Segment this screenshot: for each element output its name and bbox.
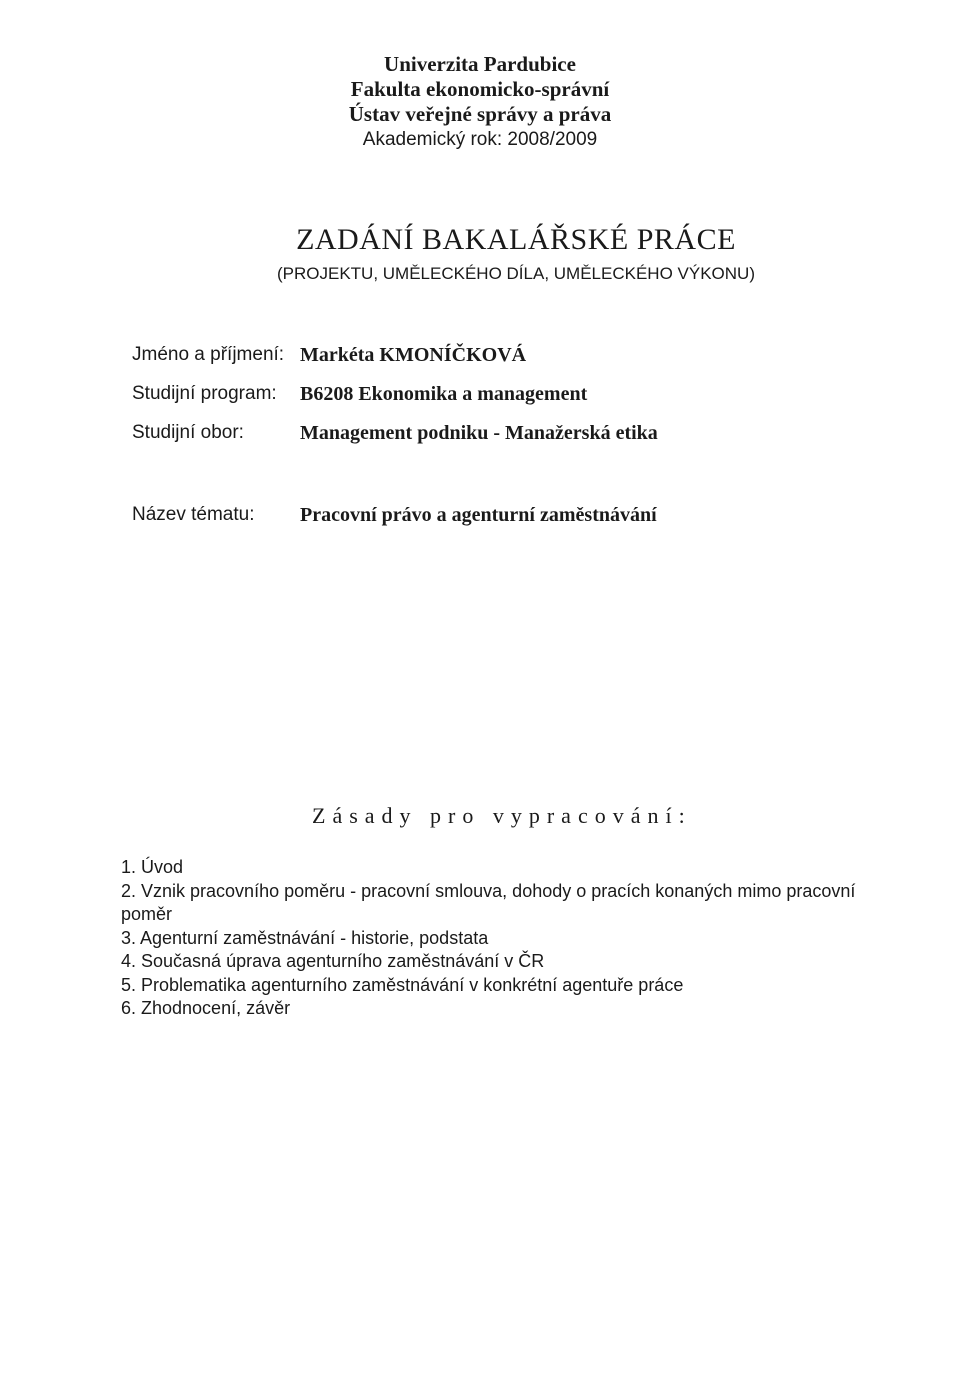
field-value: Management podniku - Manažerská etika [300, 422, 658, 444]
program-label: Studijní program: [132, 383, 277, 404]
document-subtitle: (PROJEKTU, UMĚLECKÉHO DÍLA, UMĚLECKÉHO VÝKONU) [277, 264, 755, 283]
list-item: 4. Současná úprava agenturního zaměstnávání v ČR [121, 951, 545, 971]
program-value: B6208 Ekonomika a management [300, 383, 588, 405]
title-block [0, 222, 960, 286]
principles-heading: Zásady pro vypracování: [312, 803, 692, 828]
list-item: 5. Problematika agenturního zaměstnávání v konkrétní agentuře práce [121, 974, 684, 995]
institute-name: Ústav veřejné správy a práva [348, 102, 612, 126]
name-value: Markéta KMONÍČKOVÁ [300, 344, 527, 366]
document-header [0, 52, 960, 152]
topic-value: Pracovní právo a agenturní zaměstnávání [300, 504, 657, 526]
list-item: 6. Zhodnocení, závěr [121, 998, 291, 1018]
principles-list [121, 856, 901, 1021]
topic-label: Název tématu: [132, 504, 255, 525]
list-item: 2. Vznik pracovního poměru - pracovní smlouva, dohody o pracích konaných mimo pracovní poměr [121, 880, 856, 924]
university-name: Univerzita Pardubice [384, 52, 576, 76]
document-title: ZADÁNÍ BAKALÁŘSKÉ PRÁCE [296, 223, 736, 256]
list-item: 1. Úvod [121, 857, 184, 877]
field-label: Studijní obor: [132, 422, 244, 443]
academic-year: Akademický rok: 2008/2009 [362, 129, 598, 150]
faculty-name: Fakulta ekonomicko-správní [350, 77, 610, 101]
list-item: 3. Agenturní zaměstnávání - historie, podstata [121, 927, 489, 948]
name-label: Jméno a příjmení: [132, 344, 285, 365]
